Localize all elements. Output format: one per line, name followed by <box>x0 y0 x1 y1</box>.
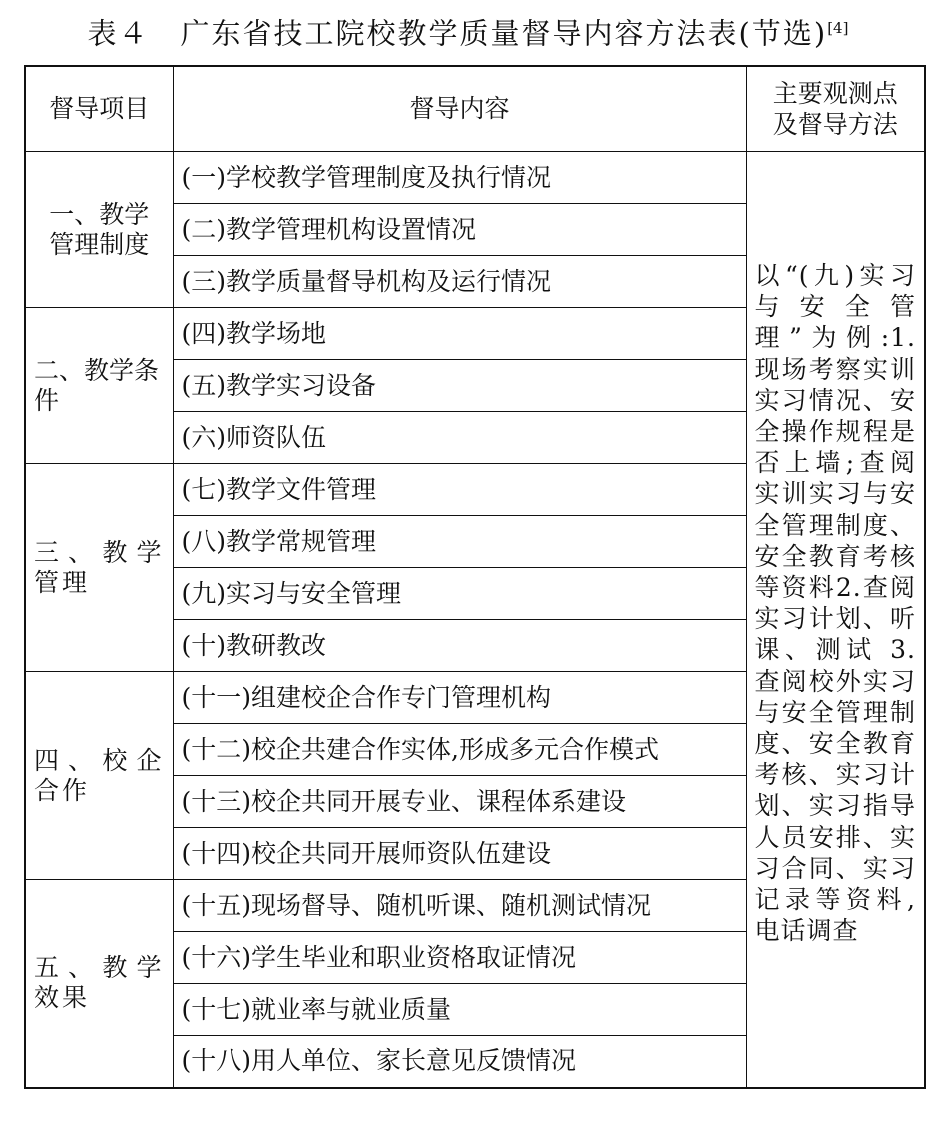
content-cell: (十七)就业率与就业质量 <box>173 984 746 1036</box>
header-supervision-item: 督导项目 <box>25 66 173 152</box>
content-cell: (十二)校企共建合作实体,形成多元合作模式 <box>173 724 746 776</box>
content-cell: (四)教学场地 <box>173 308 746 360</box>
content-cell: (十三)校企共同开展专业、课程体系建设 <box>173 776 746 828</box>
reference-marker: [4] <box>827 19 849 37</box>
header-observation-line2: 及督导方法 <box>772 110 898 139</box>
category-cell: 五、教学效果 <box>25 880 173 1088</box>
content-cell: (三)教学质量督导机构及运行情况 <box>173 256 746 308</box>
table-row <box>25 152 925 204</box>
category-cell: 四、校企合作 <box>25 672 173 880</box>
category-cell: 一、教学管理制度 <box>25 152 173 308</box>
table-caption-text: 表４ 广东省技工院校教学质量督导内容方法表(节选) <box>87 16 828 51</box>
content-cell: (十八)用人单位、家长意见反馈情况 <box>173 1036 746 1088</box>
supervision-table <box>24 65 926 1089</box>
table-caption <box>0 6 936 56</box>
content-cell: (五)教学实习设备 <box>173 360 746 412</box>
header-row <box>25 66 925 152</box>
content-cell: (十一)组建校企合作专门管理机构 <box>173 672 746 724</box>
content-cell: (八)教学常规管理 <box>173 516 746 568</box>
content-cell: (二)教学管理机构设置情况 <box>173 204 746 256</box>
header-observation-method <box>746 66 925 152</box>
content-cell: (十)教研教改 <box>173 620 746 672</box>
header-observation-line1: 主要观测点 <box>772 79 898 108</box>
observation-method-cell: 以“(九)实习与安全管理”为例:1. 现场考察实训实习情况、安全操作规程是否上墙;查阅实训实习与安全管理制度、安全教育考核等资料2.查阅实习计划、听课、测试 3. 查阅校外实习与安全管理制度、安全教育考核、实习计划、实习指导人员安排、实习合同、实习记录等资料,电话调查 <box>746 152 925 1088</box>
content-cell: (七)教学文件管理 <box>173 464 746 516</box>
category-cell: 二、教学条件 <box>25 308 173 464</box>
content-cell: (六)师资队伍 <box>173 412 746 464</box>
content-cell: (九)实习与安全管理 <box>173 568 746 620</box>
content-cell: (一)学校教学管理制度及执行情况 <box>173 152 746 204</box>
header-supervision-content: 督导内容 <box>173 66 746 152</box>
content-cell: (十五)现场督导、随机听课、随机测试情况 <box>173 880 746 932</box>
category-cell: 三、教学管理 <box>25 464 173 672</box>
content-cell: (十四)校企共同开展师资队伍建设 <box>173 828 746 880</box>
content-cell: (十六)学生毕业和职业资格取证情况 <box>173 932 746 984</box>
